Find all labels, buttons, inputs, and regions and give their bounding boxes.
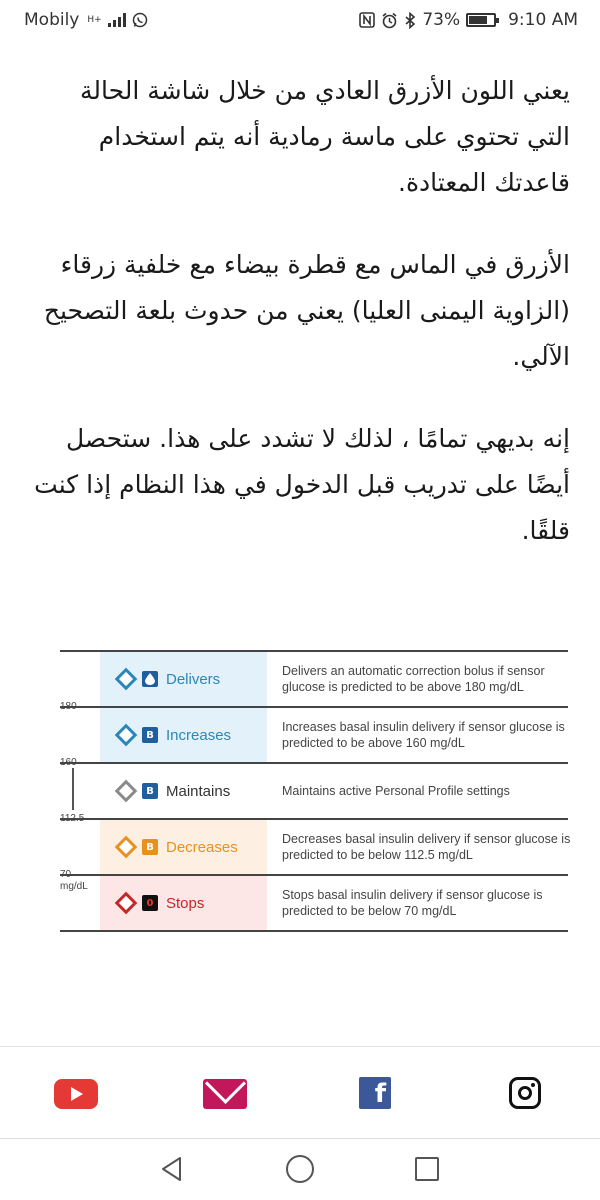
diamond-icon xyxy=(115,780,138,803)
mode-cell xyxy=(100,876,267,930)
mode-label: Increases xyxy=(166,726,232,744)
youtube-icon[interactable] xyxy=(54,1079,98,1109)
facebook-icon[interactable]: f xyxy=(359,1077,391,1109)
instagram-icon[interactable] xyxy=(509,1077,541,1109)
axis-tick-112: 112.5 xyxy=(60,813,85,824)
stop-badge-icon: 0 xyxy=(142,895,158,911)
mail-icon[interactable] xyxy=(203,1079,247,1109)
axis-unit: mg/dL xyxy=(60,881,88,892)
battery-fill xyxy=(469,16,487,24)
carrier-name: Mobily xyxy=(24,10,80,30)
diamond-icon xyxy=(115,892,138,915)
mode-cell xyxy=(100,764,267,818)
battery-percent: 73% xyxy=(422,10,461,30)
diamond-icon xyxy=(115,836,138,859)
alarm-icon xyxy=(381,12,398,29)
network-type: H+ xyxy=(87,14,102,25)
axis-tick-160: 160 xyxy=(60,757,77,768)
basal-badge-icon: B xyxy=(142,727,158,743)
diamond-icon xyxy=(115,724,138,747)
mode-label: Decreases xyxy=(166,838,238,856)
axis-tick-70: 70 xyxy=(60,869,72,880)
bluetooth-icon xyxy=(404,12,416,29)
article-paragraph: يعني اللون الأزرق العادي من خلال شاشة الحالة التي تحتوي على ماسة رمادية أنه يتم استخدام قاعدتك المعتادة. xyxy=(79,76,570,197)
axis-tick-180: 180 xyxy=(60,701,77,712)
home-button[interactable] xyxy=(286,1155,314,1183)
figure-row-delivers xyxy=(60,650,568,706)
signal-icon xyxy=(108,13,126,27)
whatsapp-icon xyxy=(132,12,148,28)
article-paragraph: إنه بديهي تمامًا ، لذلك لا تشدد على هذا. ستحصل أيضًا على تدريب قبل الدخول في هذا النظام إذا كنت قلقًا. xyxy=(34,424,570,545)
recents-button[interactable] xyxy=(415,1157,439,1181)
battery-icon xyxy=(466,13,496,27)
mode-label: Delivers xyxy=(166,670,221,688)
mode-label: Maintains xyxy=(166,782,231,800)
basal-badge-icon: B xyxy=(142,783,158,799)
mode-description: Delivers an automatic correction bolus if sensor glucose is predicted to be above 180 mg/dL xyxy=(282,664,545,694)
article-body xyxy=(30,68,570,590)
article-paragraph: الأزرق في الماس مع قطرة بيضاء مع خلفية زرقاء (الزاوية اليمنى العليا) يعني من حدوث بلعة التصحيح الآلي. xyxy=(43,250,570,371)
diamond-icon xyxy=(115,668,138,691)
mode-description: Maintains active Personal Profile settings xyxy=(282,784,510,798)
figure-row-increases xyxy=(60,706,568,762)
basal-badge-icon: B xyxy=(142,839,158,855)
clock: 9:10 AM xyxy=(508,10,578,30)
control-iq-figure xyxy=(60,650,571,934)
mode-description: Increases basal insulin delivery if sensor glucose is predicted to be above 160 mg/dL xyxy=(282,720,565,750)
drop-badge-icon xyxy=(142,671,158,687)
share-bar xyxy=(0,1046,600,1138)
back-button[interactable] xyxy=(158,1155,186,1183)
mode-cell xyxy=(100,708,267,762)
figure-row-maintains xyxy=(60,762,568,818)
mode-cell xyxy=(100,652,267,706)
nfc-icon xyxy=(359,12,375,28)
range-arrow-icon xyxy=(72,768,74,810)
status-bar xyxy=(0,0,600,40)
navigation-bar xyxy=(0,1138,600,1200)
mode-description: Decreases basal insulin delivery if sensor glucose is predicted to be below 112.5 mg/dL xyxy=(282,832,571,862)
figure-row-decreases xyxy=(60,818,571,874)
mode-description: Stops basal insulin delivery if sensor glucose is predicted to be below 70 mg/dL xyxy=(282,888,543,918)
figure-row-stops xyxy=(60,874,568,932)
mode-cell xyxy=(100,820,267,874)
mode-label: Stops xyxy=(166,894,205,912)
